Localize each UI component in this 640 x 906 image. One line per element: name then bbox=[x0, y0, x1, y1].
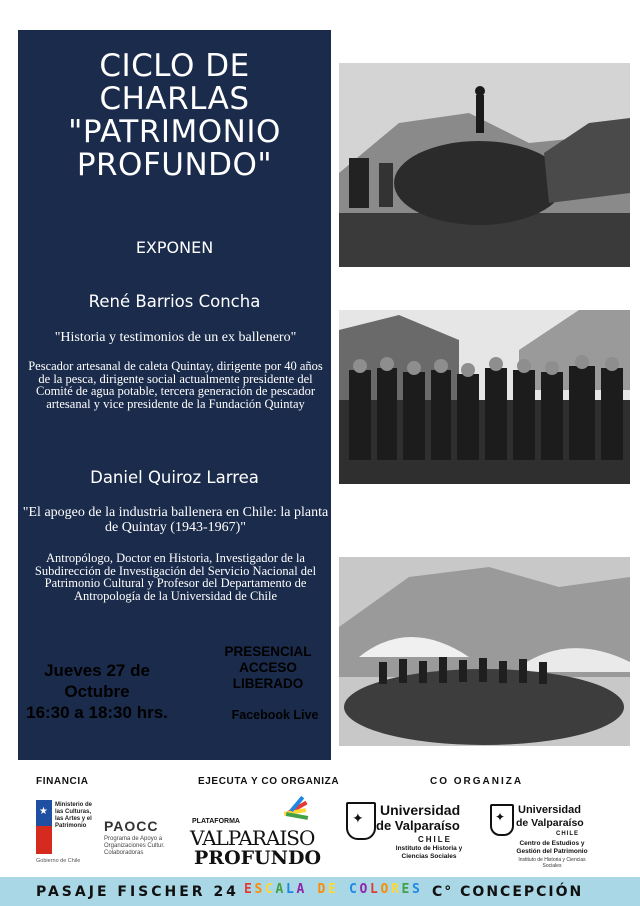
uv2-sub3: Instituto de Historia y Ciencias Sociales bbox=[518, 857, 586, 869]
access-line: LIBERADO bbox=[232, 676, 304, 691]
footer-color-letter: S bbox=[412, 882, 421, 897]
title-line: PROFUNDO" bbox=[76, 147, 273, 183]
plataforma-text: PLATAFORMA bbox=[192, 818, 240, 825]
footer-color-letter bbox=[307, 882, 318, 897]
financia-header: FINANCIA bbox=[36, 776, 89, 787]
footer-color-letter: C bbox=[349, 882, 358, 897]
uv1-line-a: Universidad bbox=[380, 802, 461, 818]
footer-color-letter: A bbox=[296, 882, 306, 897]
uv1-sub: Instituto de Historia y Ciencias Sociales bbox=[395, 845, 463, 860]
speaker2-name: Daniel Quiroz Larrea bbox=[90, 468, 259, 487]
title-line: CICLO DE bbox=[99, 48, 250, 84]
uv2-sub1: Centro de Estudios y bbox=[519, 840, 585, 847]
footer-right: C° CONCEPCIÓN bbox=[432, 884, 584, 900]
footer-color-letter: R bbox=[391, 882, 400, 897]
photo-whaling-plant bbox=[339, 557, 630, 746]
speaker1-name: René Barrios Concha bbox=[88, 292, 261, 311]
color-burst-icon bbox=[282, 796, 312, 822]
access-line: ACCESO bbox=[239, 660, 297, 675]
ministerio-logo bbox=[36, 800, 98, 870]
valparaiso-text: VALPARAISO bbox=[190, 826, 315, 850]
speaker1-bio: Pescador artesanal de caleta Quintay, dirigente por 40 años de la pesca, dirigente social actualmente presidente del Comité de agua potable, tercera generación de pescador artesanal y vice presidente de la Fundación Quintay bbox=[28, 359, 323, 411]
event-date bbox=[22, 660, 172, 723]
footer-bar bbox=[0, 877, 640, 906]
date-line: Jueves 27 de bbox=[44, 661, 150, 680]
footer-color-letter bbox=[339, 882, 350, 897]
footer-color-letter: E bbox=[244, 882, 253, 897]
photo-whale-harbor bbox=[339, 63, 630, 267]
flag-red-block bbox=[36, 826, 52, 854]
footer-color-letter: E bbox=[328, 882, 337, 897]
paocc-title: PAOCC bbox=[104, 818, 159, 834]
uv2-line-b: de Valparaíso bbox=[516, 817, 584, 829]
event-title bbox=[18, 50, 331, 182]
uv2-sub2: Gestión del Patrimonio bbox=[516, 848, 588, 855]
uv1-chile: CHILE bbox=[418, 835, 452, 844]
speaker1-talk: "Historia y testimonios de un ex ballenero" bbox=[54, 330, 297, 345]
access-line: PRESENCIAL bbox=[224, 644, 312, 659]
speaker2-talk: "El apogeo de la industria ballenera en Chile: la planta de Quintay (1943-1967)" bbox=[22, 505, 329, 535]
footer-left: PASAJE FISCHER 24 bbox=[36, 884, 239, 900]
uv2-crest-icon: ✦ bbox=[490, 804, 514, 836]
footer-color-letter: C bbox=[265, 882, 274, 897]
date-line: 16:30 a 18:30 hrs. bbox=[26, 703, 168, 722]
footer-color-letter: L bbox=[370, 882, 379, 897]
uv2-chile: CHILE bbox=[556, 831, 579, 837]
uv1-line-b: de Valparaíso bbox=[376, 818, 460, 833]
footer-color-letter: L bbox=[286, 882, 295, 897]
uv-crest-icon: ✦ bbox=[346, 802, 376, 840]
valparaiso-profundo-logo bbox=[190, 794, 320, 872]
footer-color-letter: S bbox=[254, 882, 264, 897]
exponen-label: EXPONEN bbox=[135, 238, 214, 257]
date-line: Octubre bbox=[64, 682, 130, 701]
escala-de-colores bbox=[244, 882, 423, 897]
speaker2-bio: Antropólogo, Doctor en Historia, Investigador de la Subdirección de Investigación del Servicio Nacional del Patrimonio Cultural y Profesor del Departamento de Antropología de la Universidad de Chile bbox=[34, 551, 317, 603]
facebook-live: Facebook Live bbox=[231, 708, 319, 722]
footer-color-letter: A bbox=[275, 882, 285, 897]
profundo-text: PROFUNDO bbox=[194, 847, 322, 869]
uv2-line-a: Universidad bbox=[518, 804, 581, 816]
paocc-logo bbox=[104, 818, 194, 868]
footer-color-letter: O bbox=[359, 882, 369, 897]
access-info bbox=[218, 644, 318, 692]
footer-color-letter: D bbox=[317, 882, 327, 897]
star-icon: ★ bbox=[39, 806, 48, 817]
ministerio-text: Ministerio de las Culturas, las Artes y el Patrimonio bbox=[55, 802, 93, 829]
title-line: CHARLAS bbox=[99, 81, 250, 117]
photo-whalers-group bbox=[339, 310, 630, 484]
uv-historia-logo bbox=[346, 798, 466, 872]
title-line: "PATRIMONIO bbox=[68, 114, 281, 150]
gobierno-text: Gobierno de Chile bbox=[36, 858, 81, 864]
coorganiza-header: CO ORGANIZA bbox=[430, 776, 524, 787]
paocc-subtitle: Programa de Apoyo a Organizaciones Cultur. Colaboradoras bbox=[104, 836, 165, 856]
uv-patrimonio-logo bbox=[490, 800, 590, 872]
footer-color-letter: O bbox=[380, 882, 390, 897]
ejecuta-header: EJECUTA Y CO ORGANIZA bbox=[198, 776, 340, 787]
footer-color-letter: E bbox=[401, 882, 411, 897]
